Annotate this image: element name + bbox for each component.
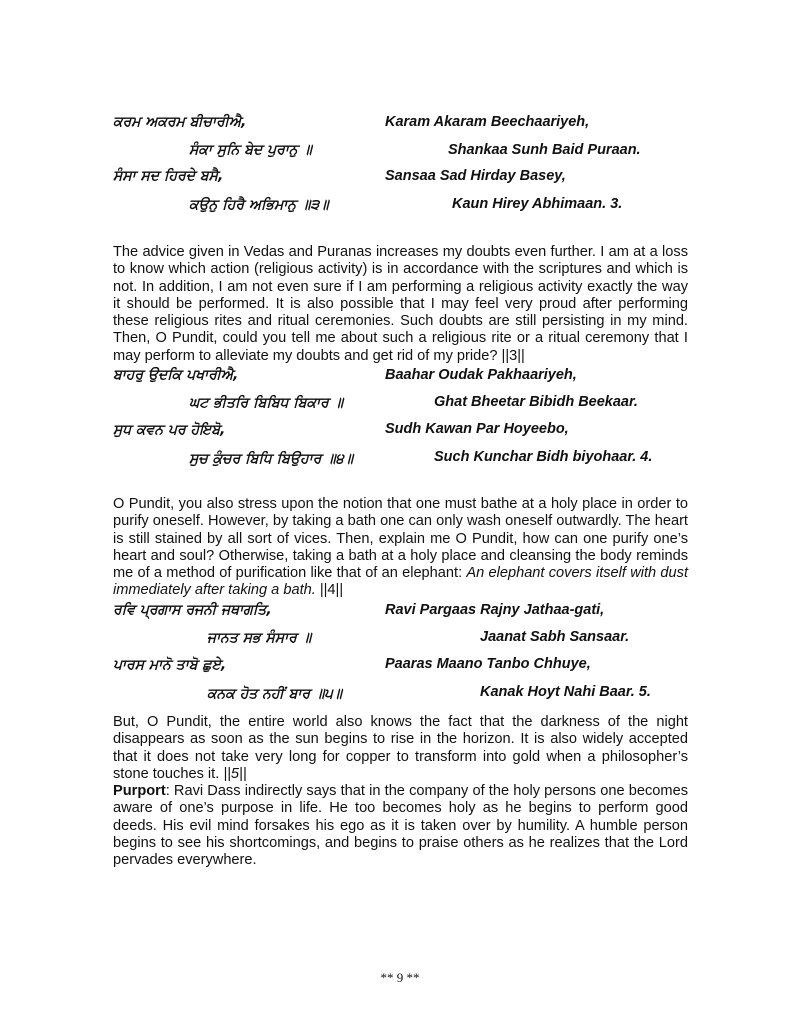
verse-3-line-1-gurmukhi: ਕਰਮ ਅਕਰਮ ਬੀਚਾਰੀਐ,: [113, 114, 247, 130]
verse-3-line-2-gurmukhi: ਸੰਕਾ ਸੁਨਿ ਬੇਦ ਪੁਰਾਨੁ ॥: [189, 142, 312, 158]
verse-3-line-4-gurmukhi: ਕਉਨੁ ਹਿਰੈ ਅਭਿਮਾਨੁ ॥੩॥: [189, 197, 329, 213]
verse-5-line-2-gurmukhi: ਜਾਨਤ ਸਭ ਸੰਸਾਰ ॥: [207, 630, 312, 646]
purport-label: Purport: [113, 783, 166, 799]
verse-4-line-2-gurmukhi: ਘਟ ਭੀਤਰਿ ਬਿਬਿਧ ਬਿਕਾਰ ॥: [189, 395, 344, 411]
verse-5-line-4-gurmukhi: ਕਨਕ ਹੋਤ ਨਹੀਂ ਬਾਰ ॥੫॥: [207, 686, 342, 702]
verse-5-line-3-translit: Paaras Maano Tanbo Chhuye,: [385, 656, 591, 672]
commentary-paragraph-3: The advice given in Vedas and Puranas increases my doubts even further. I am at a loss to know which action (religious activity) is in accordance with the scriptures and which is not. In addition, I am not even sure if I am performing a religious activity exactly the way it should be performed. It is also possible that I may feel very proud after performing these religious rites and ritual ceremonies. Such doubts are still persisting in my mind. Then, O Pundit, could you tell me about such a religious rite or a ritual ceremony that I may perform to alleviate my doubts and get rid of my pride? ||3||: [113, 244, 688, 364]
verse-4-line-4-translit: Such Kunchar Bidh biyohaar. 4.: [434, 449, 653, 465]
commentary-5-verse-marker: ||5||: [223, 765, 247, 782]
verse-3-line-4-translit: Kaun Hirey Abhimaan. 3.: [452, 196, 623, 212]
commentary-4-verse-marker: ||4||: [315, 582, 344, 599]
verse-5-line-1-translit: Ravi Pargaas Rajny Jathaa-gati,: [385, 602, 605, 618]
commentary-4-text: O Pundit, you also stress upon the notion that one must bathe at a holy place in order to purify oneself. However, by taking a bath one can only wash oneself outwardly. The heart is still stained by all sort of vices. Then, explain me O Pundit, how can one purify one’s heart and soul? Otherwise, taking a bath at a holy place and cleansing the body reminds me of a method of purification like that of an elephant:: [113, 496, 688, 582]
verse-4-line-1-translit: Baahar Oudak Pakhaariyeh,: [385, 367, 577, 383]
verse-5-line-2-translit: Jaanat Sabh Sansaar.: [480, 629, 630, 645]
verse-3-line-3-translit: Sansaa Sad Hirday Basey,: [385, 168, 566, 184]
verse-5-line-4-translit: Kanak Hoyt Nahi Baar. 5.: [480, 684, 651, 700]
commentary-5-text: But, O Pundit, the entire world also knows the fact that the darkness of the night disappears as soon as the sun begins to rise in the horizon. It is also widely accepted that it does not take very long for copper to transform into gold when a philosopher’s stone touches it.: [113, 714, 688, 782]
verse-4-line-2-translit: Ghat Bheetar Bibidh Beekaar.: [434, 394, 638, 410]
verse-4-line-3-gurmukhi: ਸੁਧ ਕਵਨ ਪਰ ਹੋਇਬੋ,: [113, 422, 226, 438]
page-number: ** 9 **: [380, 970, 420, 985]
purport-text: : Ravi Dass indirectly says that in the company of the holy persons one becomes aware of one’s purpose in life. He too becomes holy as he begins to perform good deeds. His evil mind forsakes his ego as it is taken over by humility. A humble person begins to see his shortcomings, and begins to praise others as he realizes that the Lord pervades everywhere.: [113, 783, 688, 869]
verse-4-line-4-gurmukhi: ਸੁਚ ਕੁੰਚਰ ਬਿਧਿ ਬਿਉਹਾਰ ॥੪॥: [189, 451, 354, 467]
commentary-paragraph-4: [113, 496, 688, 600]
commentary-paragraph-5: [113, 714, 688, 783]
commentary-4-italic-note: An elephant covers itself with dust immediately after taking a bath.: [113, 565, 688, 599]
verse-4-line-1-gurmukhi: ਬਾਹਰੁ ਉਦਕਿ ਪਖਾਰੀਐ,: [113, 367, 239, 383]
verse-3-line-2-translit: Shankaa Sunh Baid Puraan.: [448, 142, 641, 158]
purport-paragraph: [113, 783, 688, 869]
verse-3-line-3-gurmukhi: ਸੰਸਾ ਸਦ ਹਿਰਦੇ ਬਸੈ,: [113, 168, 224, 184]
verse-3-line-1-translit: Karam Akaram Beechaariyeh,: [385, 114, 590, 130]
verse-5-line-1-gurmukhi: ਰਵਿ ਪ੍ਰਗਾਸ ਰਜਨੀ ਜਥਾਗਤਿ,: [113, 602, 272, 618]
verse-4-line-3-translit: Sudh Kawan Par Hoyeebo,: [385, 421, 569, 437]
verse-5-line-3-gurmukhi: ਪਾਰਸ ਮਾਨੋ ਤਾਬੋ ਛੁਏ,: [113, 657, 227, 673]
